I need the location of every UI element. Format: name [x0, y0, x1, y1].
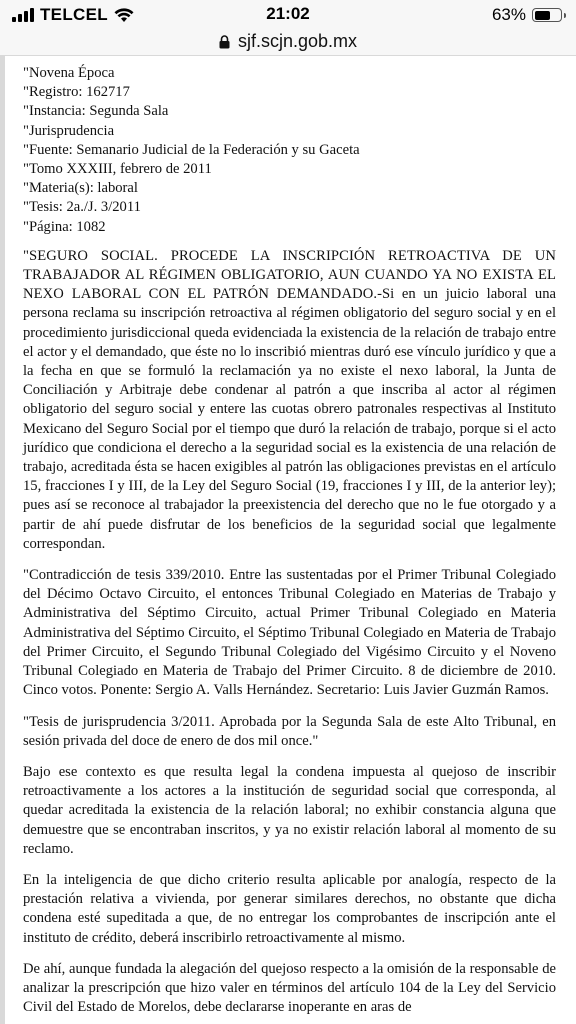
metadata-line: "Materia(s): laboral [23, 180, 138, 197]
status-right [492, 4, 562, 26]
metadata-line: "Fuente: Semanario Judicial de la Federación y su Gaceta [23, 141, 360, 158]
metadata-line: "Registro: 162717 [23, 84, 130, 101]
address-bar[interactable] [0, 28, 576, 56]
metadata-line: "Tesis: 2a./J. 3/2011 [23, 199, 141, 216]
metadata-line: "Instancia: Segunda Sala [23, 103, 169, 120]
document-paragraphs [23, 566, 556, 1017]
battery-icon [532, 8, 562, 22]
thesis-body: -Si en un juicio laboral una persona reclama su inscripción retroactiva al régimen obligatorio del seguro social y en el procedimiento jurisdiccional queda evidenciada la existencia de la relación de trabajo entre el actor y el demandado, que éste no lo inscribió mientras duró ese vínculo jurídico y que a la fecha en que se formuló la reclamación ya no existe el nexo laboral, la Junta de Conciliación y Arbitraje debe condenar al patrón a que inscriba al actor al régimen obligatorio del seguro social y entere las cuotas obrero patronales respectivas al Instituto Mexicano del Seguro Social por el tiempo que duró la relación de trabajo, porque si el acto jurídico que condiciona el derecho a la seguridad social es la existencia de una relación de trabajo, acreditada ésta se hacen exigibles al patrón las obligaciones previstas en el artículo 15, fracciones I y III, de la Ley del Seguro Social (19, fracciones I y III, de la anterior ley); pues así se reconoce al trabajador la preexistencia del derecho que no le fue otorgado y a partir de ahí puede disfrutar de los beneficios de la seguridad social que legalmente correspondan. [23, 286, 556, 552]
lock-icon [219, 35, 230, 49]
metadata-line: "Tomo XXXIII, febrero de 2011 [23, 161, 212, 178]
url-text[interactable]: sjf.scjn.gob.mx [237, 31, 358, 51]
paragraph: "Contradicción de tesis 339/2010. Entre las sustentadas por el Primer Tribunal Colegiado del Décimo Octavo Circuito, el entonces Tribunal Colegiado en Materias de Trabajo y Administrativa del Séptimo Circuito, actual Primer Tribunal Colegiado en Materia Administrativa del Séptimo Circuito, el Séptimo Tribunal Colegiado en Materia de Trabajo del Primer Circuito, el Segundo Tribunal Colegiado del Vigésimo Circuito y el Noveno Tribunal Colegiado en Materia de Trabajo del Primer Circuito. 8 de diciembre de 2010. Cinco votos. Ponente: Sergio A. Valls Hernández. Secretario: Luis Javier Guzmán Ramos. [23, 567, 556, 699]
carrier-name: TELCEL [40, 5, 108, 24]
status-bar [0, 0, 576, 28]
paragraph: De ahí, aunque fundada la alegación del quejoso respecto a la omisión de la responsable de analizar la prescripción que hizo valer en términos del artículo 104 de la Ley del Servicio Civil del Estado de Morelos, debe declararse inoperante en aras de [23, 960, 556, 1016]
metadata-line: "Jurisprudencia [23, 122, 115, 139]
paragraph: En la inteligencia de que dicho criterio resulta aplicable por analogía, respecto de la prestación relativa a vivienda, por generar similares derechos, no obstante que dicha condena esté supeditada a que, de no entregar los comprobantes de inscripción ante el instituto de crédito, deberá inscribirlo retroactivamente al mismo. [23, 871, 556, 946]
battery-fill [535, 11, 550, 20]
metadata-line: "Página: 1082 [23, 218, 106, 235]
metadata-line: "Novena Época [23, 65, 115, 81]
thesis-heading: "SEGURO SOCIAL. PROCEDE LA INSCRIPCIÓN RETROACTIVA DE UN TRABAJADOR AL RÉGIMEN OBLIGATORIO, AUN CUANDO YA NO EXISTA EL NEXO LABORAL CON EL PATRÓN DEMANDADO. [23, 247, 556, 303]
battery-percentage: 63% [491, 5, 526, 24]
thesis-paragraph [23, 247, 556, 554]
clock: 21:02 [266, 4, 310, 23]
paragraph: Bajo ese contexto es que resulta legal la condena impuesta al quejoso de inscribir retroactivamente a los actores a la institución de seguridad social que corresponda, al quedar acreditada la existencia de la relación laboral; no exhibir constancia alguna que demuestre que se encontraban inscritos, y ya no existir relación laboral al momento de su reclamo. [23, 763, 556, 857]
thesis-metadata [23, 64, 556, 237]
paragraph: "Tesis de jurisprudencia 3/2011. Aprobada por la Segunda Sala de este Alto Tribunal, en sesión privada del doce de enero de dos mil once." [23, 713, 556, 749]
document-content [0, 56, 576, 1024]
